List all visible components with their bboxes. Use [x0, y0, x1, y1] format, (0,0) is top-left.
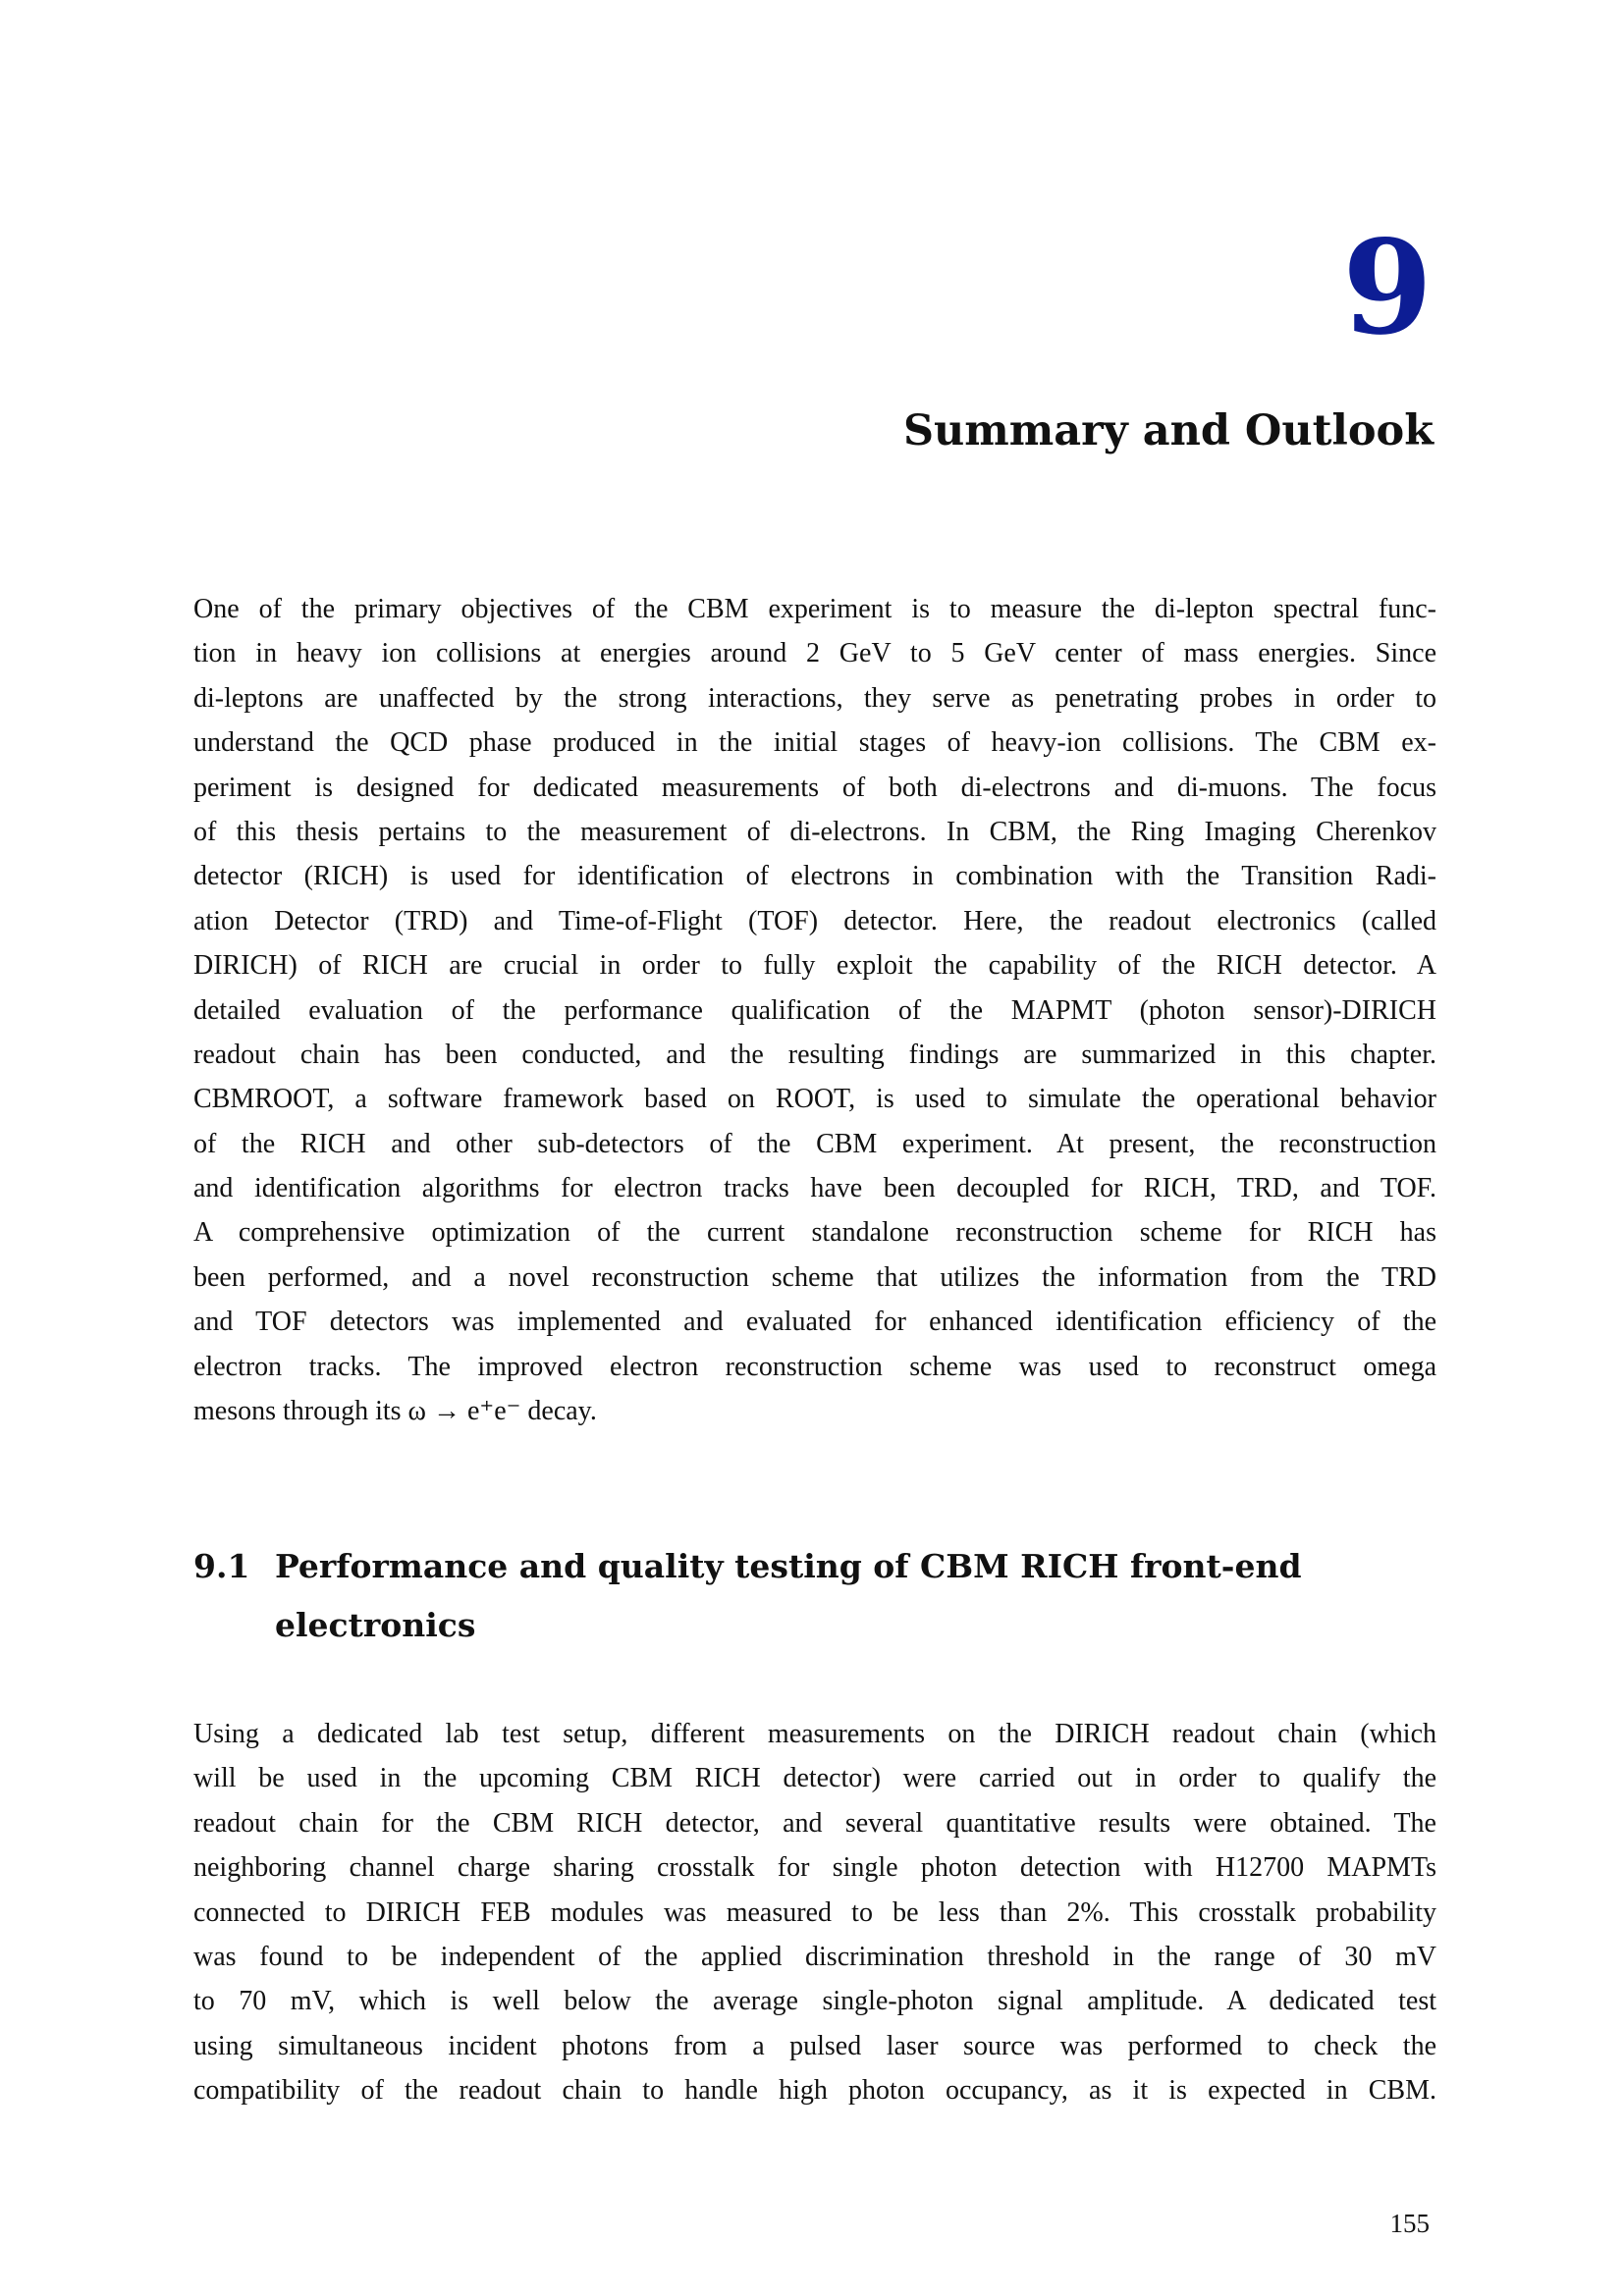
section-number: 9.1 — [193, 1547, 250, 1585]
text-line: CBMROOT, a software framework based on ROOT, is used to simulate the operational behavior — [193, 1084, 1436, 1115]
text-line: of this thesis pertains to the measurement of di-electrons. In CBM, the Ring Imaging Cherenkov — [193, 816, 1436, 847]
text-line: periment is designed for dedicated measurements of both di-electrons and di-muons. The focus — [193, 772, 1436, 803]
chapter-number: 9 — [1342, 212, 1433, 364]
text-line: DIRICH) of RICH are crucial in order to fully exploit the capability of the RICH detector. A — [193, 950, 1436, 982]
text-line: compatibility of the readout chain to handle high photon occupancy, as it is expected in CBM. — [193, 2075, 1436, 2107]
text-line: mesons through its ω → e⁺e⁻ decay. — [193, 1396, 597, 1427]
text-line: tion in heavy ion collisions at energies around 2 GeV to 5 GeV center of mass energies. Since — [193, 638, 1436, 669]
section-title-continuation: electronics — [275, 1606, 476, 1644]
text-line: electron tracks. The improved electron reconstruction scheme was used to reconstruct omega — [193, 1351, 1436, 1382]
text-line: of the RICH and other sub-detectors of the CBM experiment. At present, the reconstruction — [193, 1128, 1436, 1159]
section-title: Performance and quality testing of CBM RICH front-end — [275, 1547, 1302, 1585]
section-paragraph — [193, 1712, 1436, 2113]
section-heading — [193, 1537, 1436, 1655]
intro-paragraph — [193, 587, 1436, 1433]
text-line: connected to DIRICH FEB modules was measured to be less than 2%. This crosstalk probability — [193, 1896, 1436, 1928]
text-line: di-leptons are unaffected by the strong interactions, they serve as penetrating probes in order to — [193, 682, 1436, 714]
text-line: using simultaneous incident photons from a pulsed laser source was performed to check the — [193, 2030, 1436, 2061]
text-line: to 70 mV, which is well below the average single-photon signal amplitude. A dedicated test — [193, 1986, 1436, 2017]
text-line: neighboring channel charge sharing crosstalk for single photon detection with H12700 MAPMTs — [193, 1852, 1436, 1884]
text-line: readout chain for the CBM RICH detector, and several quantitative results were obtained. The — [193, 1807, 1436, 1839]
text-line: and TOF detectors was implemented and evaluated for enhanced identification efficiency of the — [193, 1307, 1436, 1338]
text-line: A comprehensive optimization of the current standalone reconstruction scheme for RICH has — [193, 1217, 1436, 1249]
text-line: readout chain has been conducted, and the resulting findings are summarized in this chapter. — [193, 1039, 1436, 1070]
text-line: will be used in the upcoming CBM RICH detector) were carried out in order to qualify the — [193, 1763, 1436, 1794]
text-line: Using a dedicated lab test setup, different measurements on the DIRICH readout chain (which — [193, 1719, 1436, 1749]
chapter-title: Summary and Outlook — [902, 406, 1434, 455]
text-line: was found to be independent of the applied discrimination threshold in the range of 30 mV — [193, 1941, 1436, 1972]
text-line: ation Detector (TRD) and Time-of-Flight (TOF) detector. Here, the readout electronics (called — [193, 905, 1436, 936]
text-line: detector (RICH) is used for identification of electrons in combination with the Transition Radi- — [193, 861, 1436, 892]
text-line: and identification algorithms for electron tracks have been decoupled for RICH, TRD, and TOF. — [193, 1173, 1436, 1204]
text-line: understand the QCD phase produced in the initial stages of heavy-ion collisions. The CBM ex- — [193, 727, 1436, 759]
text-line: One of the primary objectives of the CBM experiment is to measure the di-lepton spectral func- — [193, 594, 1436, 624]
text-line: been performed, and a novel reconstruction scheme that utilizes the information from the TRD — [193, 1261, 1436, 1293]
page-number: 155 — [1389, 2209, 1430, 2238]
text-line: detailed evaluation of the performance qualification of the MAPMT (photon sensor)-DIRICH — [193, 994, 1436, 1026]
